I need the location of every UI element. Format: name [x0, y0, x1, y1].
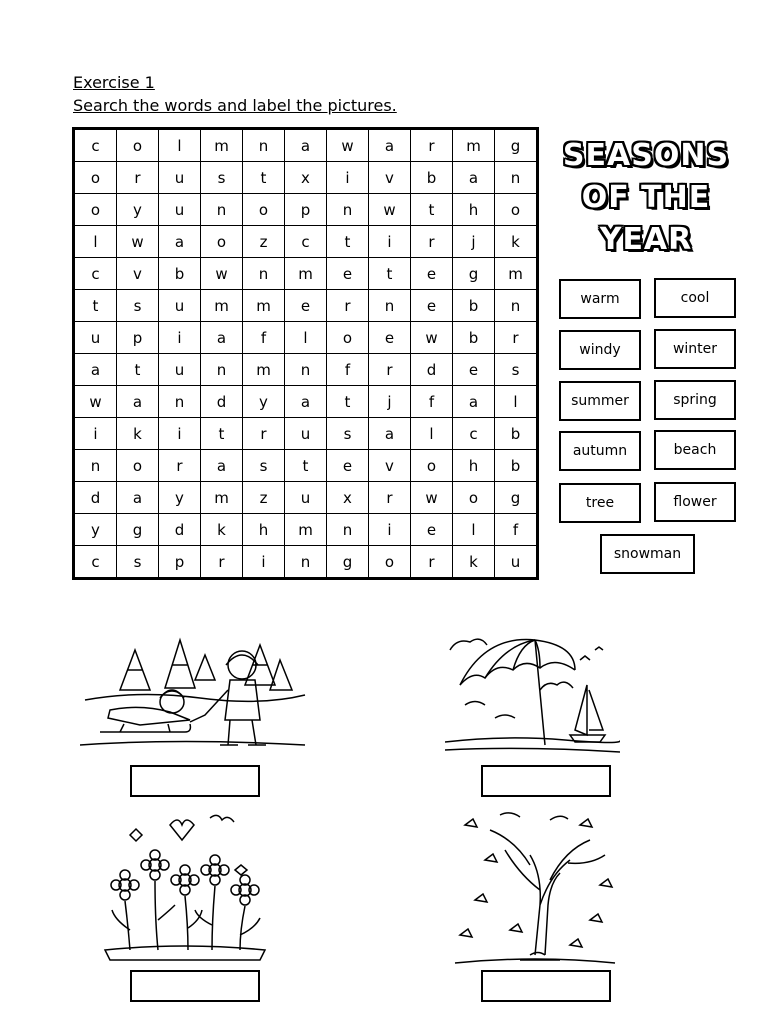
word-box-cool: cool — [654, 278, 736, 318]
grid-cell[interactable]: w — [369, 194, 411, 226]
grid-cell[interactable]: r — [201, 546, 243, 579]
grid-cell[interactable]: o — [201, 226, 243, 258]
grid-cell[interactable]: z — [243, 226, 285, 258]
grid-cell[interactable]: r — [411, 129, 453, 162]
grid-cell[interactable]: r — [369, 354, 411, 386]
grid-cell[interactable]: l — [159, 129, 201, 162]
grid-cell[interactable]: r — [411, 546, 453, 579]
grid-cell[interactable]: w — [74, 386, 117, 418]
grid-cell[interactable]: u — [495, 546, 538, 579]
grid-cell[interactable]: r — [159, 450, 201, 482]
grid-cell[interactable]: o — [411, 450, 453, 482]
grid-cell[interactable]: j — [453, 226, 495, 258]
grid-cell[interactable]: i — [369, 514, 411, 546]
grid-cell[interactable]: c — [74, 258, 117, 290]
grid-cell[interactable]: n — [495, 290, 538, 322]
grid-cell[interactable]: a — [285, 129, 327, 162]
grid-cell[interactable]: m — [243, 354, 285, 386]
grid-cell[interactable]: n — [243, 129, 285, 162]
grid-cell[interactable]: o — [74, 194, 117, 226]
grid-cell[interactable]: i — [243, 546, 285, 579]
word-box-autumn: autumn — [559, 431, 641, 471]
grid-cell[interactable]: n — [285, 354, 327, 386]
grid-cell[interactable]: y — [117, 194, 159, 226]
grid-cell[interactable]: g — [453, 258, 495, 290]
grid-cell[interactable]: j — [369, 386, 411, 418]
grid-cell[interactable]: k — [117, 418, 159, 450]
grid-cell[interactable]: a — [369, 418, 411, 450]
grid-cell[interactable]: h — [453, 450, 495, 482]
grid-cell[interactable]: e — [411, 290, 453, 322]
grid-cell[interactable]: u — [159, 290, 201, 322]
word-box-tree: tree — [559, 483, 641, 523]
grid-cell[interactable]: n — [201, 194, 243, 226]
grid-cell[interactable]: f — [411, 386, 453, 418]
grid-cell[interactable]: x — [327, 482, 369, 514]
grid-cell[interactable]: d — [201, 386, 243, 418]
grid-cell[interactable]: n — [243, 258, 285, 290]
grid-row — [74, 290, 538, 322]
grid-cell[interactable]: a — [117, 482, 159, 514]
grid-row — [74, 514, 538, 546]
exercise-instruction: Search the words and label the pictures. — [73, 96, 397, 115]
grid-cell[interactable]: o — [327, 322, 369, 354]
grid-cell[interactable]: a — [285, 386, 327, 418]
answer-box-2[interactable] — [481, 765, 611, 797]
grid-cell[interactable]: d — [159, 514, 201, 546]
grid-cell[interactable]: g — [495, 482, 538, 514]
grid-cell[interactable]: n — [495, 162, 538, 194]
grid-cell[interactable]: o — [117, 450, 159, 482]
grid-cell[interactable]: m — [201, 290, 243, 322]
grid-cell[interactable]: w — [411, 322, 453, 354]
answer-box-4[interactable] — [481, 970, 611, 1002]
grid-cell[interactable]: v — [369, 162, 411, 194]
grid-cell[interactable]: g — [117, 514, 159, 546]
grid-cell[interactable]: r — [495, 322, 538, 354]
grid-cell[interactable]: s — [327, 418, 369, 450]
grid-cell[interactable]: t — [411, 194, 453, 226]
grid-cell[interactable]: m — [495, 258, 538, 290]
word-box-warm: warm — [559, 279, 641, 319]
grid-cell[interactable]: y — [74, 514, 117, 546]
grid-row — [74, 162, 538, 194]
grid-cell[interactable]: n — [201, 354, 243, 386]
grid-cell[interactable]: g — [495, 129, 538, 162]
autumn-tree-illustration — [450, 805, 620, 970]
grid-cell[interactable]: b — [453, 290, 495, 322]
grid-cell[interactable]: o — [369, 546, 411, 579]
word-box-flower: flower — [654, 482, 736, 522]
grid-row — [74, 418, 538, 450]
grid-cell[interactable]: c — [453, 418, 495, 450]
grid-row — [74, 129, 538, 162]
grid-cell[interactable]: r — [369, 482, 411, 514]
grid-cell[interactable]: m — [285, 514, 327, 546]
grid-cell[interactable]: g — [327, 546, 369, 579]
word-box-snowman: snowman — [600, 534, 695, 574]
grid-cell[interactable]: i — [369, 226, 411, 258]
grid-cell[interactable]: l — [74, 226, 117, 258]
seasons-heading-line: OF THE — [581, 180, 711, 215]
grid-cell[interactable]: h — [243, 514, 285, 546]
grid-cell[interactable]: c — [74, 129, 117, 162]
grid-cell[interactable]: u — [74, 322, 117, 354]
grid-cell[interactable]: e — [369, 322, 411, 354]
word-search-grid — [72, 127, 539, 580]
grid-cell[interactable]: o — [495, 194, 538, 226]
grid-cell[interactable]: k — [201, 514, 243, 546]
grid-cell[interactable]: b — [495, 418, 538, 450]
exercise-title: Exercise 1 — [73, 73, 155, 92]
grid-cell[interactable]: a — [453, 162, 495, 194]
grid-cell[interactable]: p — [285, 194, 327, 226]
grid-cell[interactable]: w — [201, 258, 243, 290]
grid-cell[interactable]: w — [411, 482, 453, 514]
grid-cell[interactable]: n — [159, 386, 201, 418]
grid-cell[interactable]: b — [453, 322, 495, 354]
grid-cell[interactable]: r — [327, 290, 369, 322]
grid-cell[interactable]: s — [117, 546, 159, 579]
grid-cell[interactable]: w — [327, 129, 369, 162]
grid-cell[interactable]: e — [327, 450, 369, 482]
grid-cell[interactable]: v — [369, 450, 411, 482]
grid-cell[interactable]: e — [411, 514, 453, 546]
grid-cell[interactable]: t — [369, 258, 411, 290]
seasons-heading — [556, 135, 736, 261]
grid-cell[interactable]: a — [369, 129, 411, 162]
grid-cell[interactable]: f — [495, 514, 538, 546]
grid-cell[interactable]: a — [117, 386, 159, 418]
grid-row — [74, 194, 538, 226]
grid-cell[interactable]: i — [159, 322, 201, 354]
grid-cell[interactable]: m — [201, 482, 243, 514]
grid-cell[interactable]: s — [495, 354, 538, 386]
grid-cell[interactable]: n — [369, 290, 411, 322]
grid-cell[interactable]: c — [74, 546, 117, 579]
grid-cell[interactable]: o — [453, 482, 495, 514]
grid-cell[interactable]: s — [117, 290, 159, 322]
grid-cell[interactable]: f — [243, 322, 285, 354]
beach-umbrella-illustration — [445, 630, 620, 760]
grid-cell[interactable]: t — [243, 162, 285, 194]
grid-cell[interactable]: o — [117, 129, 159, 162]
grid-cell[interactable]: n — [327, 514, 369, 546]
seasons-heading-line: YEAR — [599, 222, 693, 257]
grid-row — [74, 258, 538, 290]
word-box-spring: spring — [654, 380, 736, 420]
grid-cell[interactable]: i — [74, 418, 117, 450]
grid-cell[interactable]: o — [243, 194, 285, 226]
grid-cell[interactable]: f — [327, 354, 369, 386]
grid-cell[interactable]: a — [201, 450, 243, 482]
grid-cell[interactable]: b — [495, 450, 538, 482]
grid-row — [74, 546, 538, 579]
grid-cell[interactable]: p — [117, 322, 159, 354]
word-box-winter: winter — [654, 329, 736, 369]
grid-cell[interactable]: h — [453, 194, 495, 226]
grid-cell[interactable]: n — [327, 194, 369, 226]
grid-cell[interactable]: t — [285, 450, 327, 482]
grid-row — [74, 226, 538, 258]
grid-cell[interactable]: t — [327, 386, 369, 418]
grid-cell[interactable]: a — [74, 354, 117, 386]
grid-cell[interactable]: l — [285, 322, 327, 354]
grid-cell[interactable]: m — [201, 129, 243, 162]
grid-cell[interactable]: m — [285, 258, 327, 290]
grid-row — [74, 386, 538, 418]
grid-cell[interactable]: p — [159, 546, 201, 579]
grid-cell[interactable]: r — [411, 226, 453, 258]
word-box-summer: summer — [559, 381, 641, 421]
grid-cell[interactable]: w — [117, 226, 159, 258]
spring-flowers-illustration — [100, 810, 270, 970]
grid-cell[interactable]: t — [327, 226, 369, 258]
grid-cell[interactable]: z — [243, 482, 285, 514]
grid-cell[interactable]: d — [411, 354, 453, 386]
grid-cell[interactable]: e — [285, 290, 327, 322]
grid-cell[interactable]: l — [411, 418, 453, 450]
grid-cell[interactable]: k — [495, 226, 538, 258]
grid-cell[interactable]: e — [411, 258, 453, 290]
word-box-beach: beach — [654, 430, 736, 470]
grid-cell[interactable]: r — [117, 162, 159, 194]
grid-cell[interactable]: v — [117, 258, 159, 290]
grid-cell[interactable]: u — [159, 354, 201, 386]
grid-cell[interactable]: n — [285, 546, 327, 579]
grid-cell[interactable]: e — [453, 354, 495, 386]
grid-cell[interactable]: y — [243, 386, 285, 418]
grid-cell[interactable]: k — [453, 546, 495, 579]
grid-cell[interactable]: u — [285, 418, 327, 450]
grid-cell[interactable]: i — [159, 418, 201, 450]
word-box-windy: windy — [559, 330, 641, 370]
grid-cell[interactable]: t — [74, 290, 117, 322]
grid-cell[interactable]: m — [453, 129, 495, 162]
grid-row — [74, 482, 538, 514]
grid-cell[interactable]: t — [201, 418, 243, 450]
grid-cell[interactable]: c — [285, 226, 327, 258]
grid-cell[interactable]: d — [74, 482, 117, 514]
seasons-heading-line: SEASONS — [562, 138, 730, 173]
answer-box-1[interactable] — [130, 765, 260, 797]
grid-cell[interactable]: u — [159, 194, 201, 226]
grid-cell[interactable]: t — [117, 354, 159, 386]
grid-cell[interactable]: n — [74, 450, 117, 482]
grid-cell[interactable]: i — [327, 162, 369, 194]
winter-sledding-illustration — [80, 620, 310, 760]
grid-cell[interactable]: l — [495, 386, 538, 418]
grid-row — [74, 450, 538, 482]
grid-cell[interactable]: y — [159, 482, 201, 514]
grid-cell[interactable]: m — [243, 290, 285, 322]
grid-cell[interactable]: o — [74, 162, 117, 194]
grid-cell[interactable]: u — [285, 482, 327, 514]
grid-cell[interactable]: u — [159, 162, 201, 194]
grid-cell[interactable]: b — [411, 162, 453, 194]
grid-cell[interactable]: b — [159, 258, 201, 290]
grid-cell[interactable]: s — [243, 450, 285, 482]
grid-cell[interactable]: s — [201, 162, 243, 194]
grid-cell[interactable]: r — [243, 418, 285, 450]
grid-row — [74, 354, 538, 386]
grid-cell[interactable]: l — [453, 514, 495, 546]
grid-row — [74, 322, 538, 354]
answer-box-3[interactable] — [130, 970, 260, 1002]
grid-cell[interactable]: x — [285, 162, 327, 194]
grid-cell[interactable]: a — [159, 226, 201, 258]
grid-cell[interactable]: a — [201, 322, 243, 354]
grid-cell[interactable]: e — [327, 258, 369, 290]
grid-cell[interactable]: a — [453, 386, 495, 418]
